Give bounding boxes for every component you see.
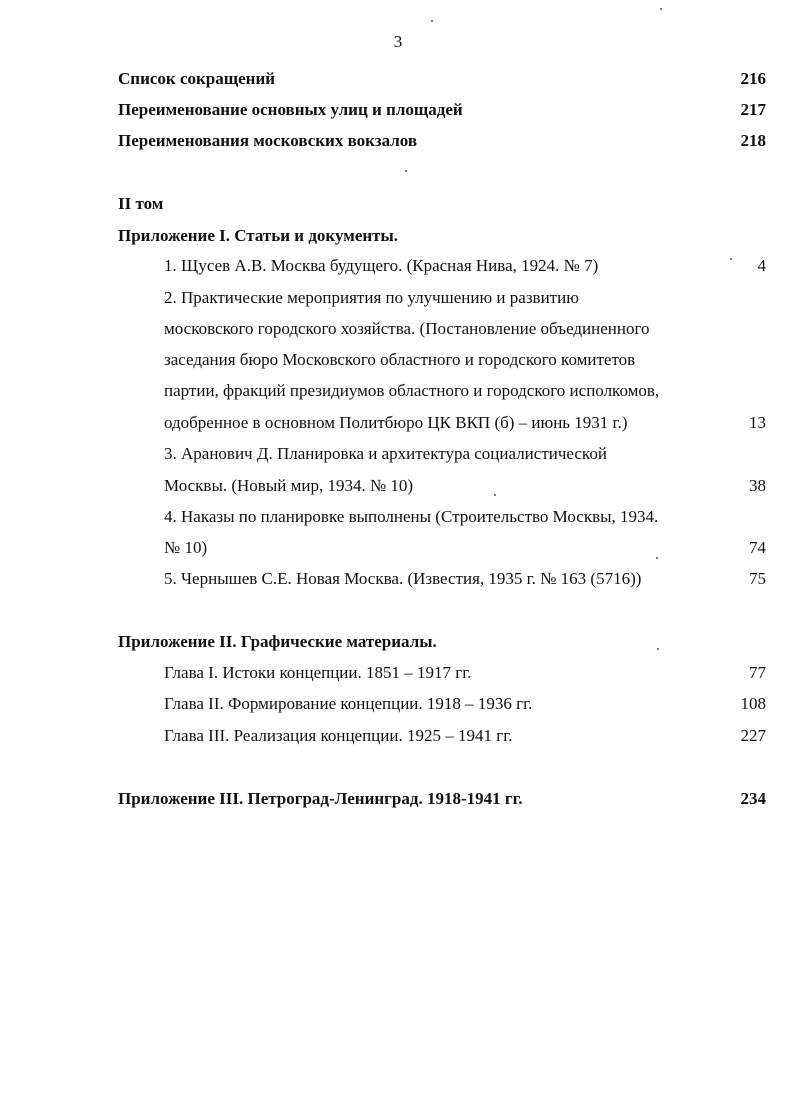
toc-entry-page: 108 xyxy=(740,694,766,713)
toc-entry xyxy=(118,67,766,91)
toc-line: Москвы. (Новый мир, 1934. № 10) 38 xyxy=(164,474,766,498)
scan-speck xyxy=(656,557,658,559)
toc-line: 4. Наказы по планировке выполнены (Строительство Москвы, 1934. xyxy=(164,507,659,526)
scan-speck xyxy=(730,258,732,260)
toc-entry-page: 74 xyxy=(749,538,766,557)
appendix-3-heading: Приложение III. Петроград-Ленинград. 1918-1941 гг. 234 xyxy=(118,787,766,811)
volume-heading: II том xyxy=(118,194,164,213)
toc-line: партии, фракций президиумов областного и городского исполкомов, xyxy=(164,381,660,400)
toc-line: 1. Щусев А.В. Москва будущего. (Красная Нива, 1924. № 7) 4 xyxy=(164,254,766,278)
scan-speck xyxy=(657,648,659,650)
page-number: 3 xyxy=(393,32,403,51)
scan-speck xyxy=(660,8,662,10)
toc-entry xyxy=(118,129,766,153)
toc-entry xyxy=(118,98,766,122)
appendix-1-heading: Приложение I. Статьи и документы. xyxy=(118,226,399,245)
toc-entry-page: 75 xyxy=(749,569,766,588)
scan-speck xyxy=(405,170,407,172)
toc-entry-title: Переименование основных улиц и площадей xyxy=(118,100,463,119)
toc-entry-page: 77 xyxy=(749,663,766,682)
toc-line: № 10) 74 xyxy=(164,536,766,560)
toc-entry-page: 4 xyxy=(757,256,766,275)
toc-entry-page: 217 xyxy=(740,100,766,119)
toc-line: Глава II. Формирование концепции. 1918 – 1936 гг. 108 xyxy=(164,692,766,716)
toc-line: Глава III. Реализация концепции. 1925 – 1941 гг. 227 xyxy=(164,724,766,748)
toc-entry-page: 38 xyxy=(749,476,766,495)
toc-entry-title: Переименования московских вокзалов xyxy=(118,131,418,150)
toc-entry-title: Список сокращений xyxy=(118,69,276,88)
toc-entry-page: 216 xyxy=(740,69,766,88)
toc-line: 3. Аранович Д. Планировка и архитектура социалистической xyxy=(164,444,607,463)
toc-line: московского городского хозяйства. (Постановление объединенного xyxy=(164,319,650,338)
toc-line: заседания бюро Московского областного и городского комитетов xyxy=(164,350,636,369)
toc-line: 5. Чернышев С.Е. Новая Москва. (Известия, 1935 г. № 163 (5716)) 75 xyxy=(164,567,766,591)
toc-entry-page: 234 xyxy=(740,789,766,808)
toc-entry-page: 13 xyxy=(749,413,766,432)
toc-entry-page: 227 xyxy=(740,726,766,745)
scan-speck xyxy=(431,20,433,22)
toc-line: одобренное в основном Политбюро ЦК ВКП (б) – июнь 1931 г.) 13 xyxy=(164,411,766,435)
toc-line: 2. Практические мероприятия по улучшению и развитию xyxy=(164,288,579,307)
appendix-2-heading: Приложение II. Графические материалы. xyxy=(118,632,437,651)
toc-entry-page: 218 xyxy=(740,131,766,150)
toc-line: Глава I. Истоки концепции. 1851 – 1917 гг. 77 xyxy=(164,661,766,685)
scan-speck xyxy=(494,494,496,496)
